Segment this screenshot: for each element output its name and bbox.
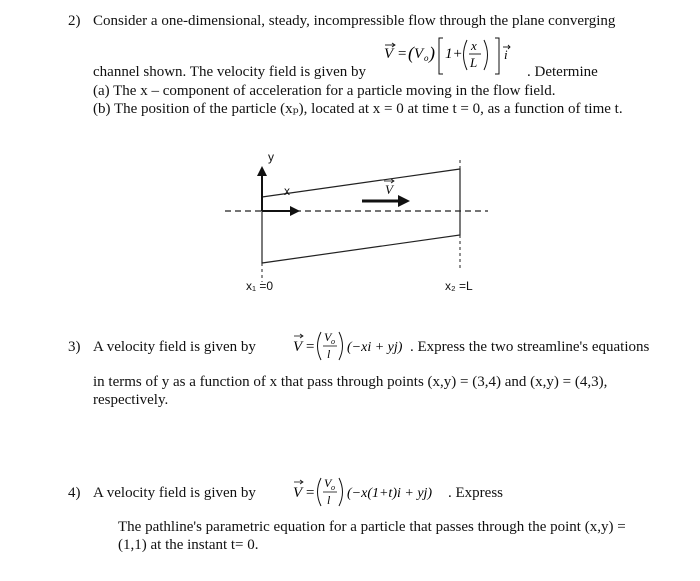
diagram-y-label: y [268,150,274,164]
problem-2-line-1: Consider a one-dimensional, steady, incompressible flow through the plane converging [93,13,616,29]
eq-v0-sub: o [424,53,429,63]
p3-frac-num-sub: o [331,337,335,346]
eq-one-plus: 1+ [445,46,463,62]
p3-frac-num: V [324,330,332,344]
problem-3-line-1-right: . Express the two streamline's equations [410,339,650,355]
eq-L: L [470,55,478,70]
svg-text:): ) [429,43,435,63]
diagram-x2-label: x₂ =L [445,279,473,293]
eq-v0: V [414,46,424,62]
y-axis-arrowhead [257,166,267,176]
x-axis-arrowhead [290,206,300,216]
problem-2-part-b: (b) The position of the particle (xₚ), located at x = 0 at time t = 0, as a function of time t. [93,101,623,117]
problem-4-velocity-equation [292,472,452,512]
problem-4-line-3: (1,1) at the instant t= 0. [118,537,259,553]
eq-x: x [471,38,477,53]
p3-vec-V: V [293,339,303,355]
problem-2-line-2-right: . Determine [527,64,598,80]
eq-i: i [504,47,508,62]
channel-outline [262,169,460,263]
problem-3-number: 3) [68,339,81,355]
p3-expr: (−xi + yj) [347,340,403,355]
p4-expr: (−x(1+t)i + yj) [347,486,433,501]
problem-4-line-1-right: . Express [448,485,503,501]
p4-vec-V: V [293,485,303,501]
diagram-velocity-label: V [385,182,393,197]
svg-text:=: = [305,485,316,501]
problem-2-line-2-left: channel shown. The velocity field is given by [93,64,366,80]
diagram-x1-label: x₁ =0 [246,279,274,293]
p4-frac-num-sub: o [331,483,335,492]
velocity-arrowhead [398,195,410,207]
problem-3-line-2: in terms of y as a function of x that pass through points (x,y) = (3,4) and (x,y) = (4,3), [93,374,608,390]
problem-2-part-a: (a) The x – component of acceleration for a particle moving in the flow field. [93,83,556,99]
p3-frac-den: l [327,347,331,361]
p4-frac-den: l [327,493,331,507]
svg-text:(: ( [408,43,414,63]
p4-frac-num: V [324,476,332,490]
problem-3-line-1-left: A velocity field is given by [93,339,256,355]
problem-3-velocity-equation [292,326,410,366]
problem-3-line-3: respectively. [93,392,169,408]
svg-text:=: = [397,46,408,62]
diagram-x-label: x [284,184,290,198]
problem-4-number: 4) [68,485,81,501]
problem-4-line-2: The pathline's parametric equation for a particle that passes through the point (x,y) = [118,519,626,535]
svg-text:=: = [305,339,316,355]
problem-2-number: 2) [68,13,81,29]
problem-4-line-1-left: A velocity field is given by [93,485,256,501]
eq-lhs: V [384,46,394,62]
